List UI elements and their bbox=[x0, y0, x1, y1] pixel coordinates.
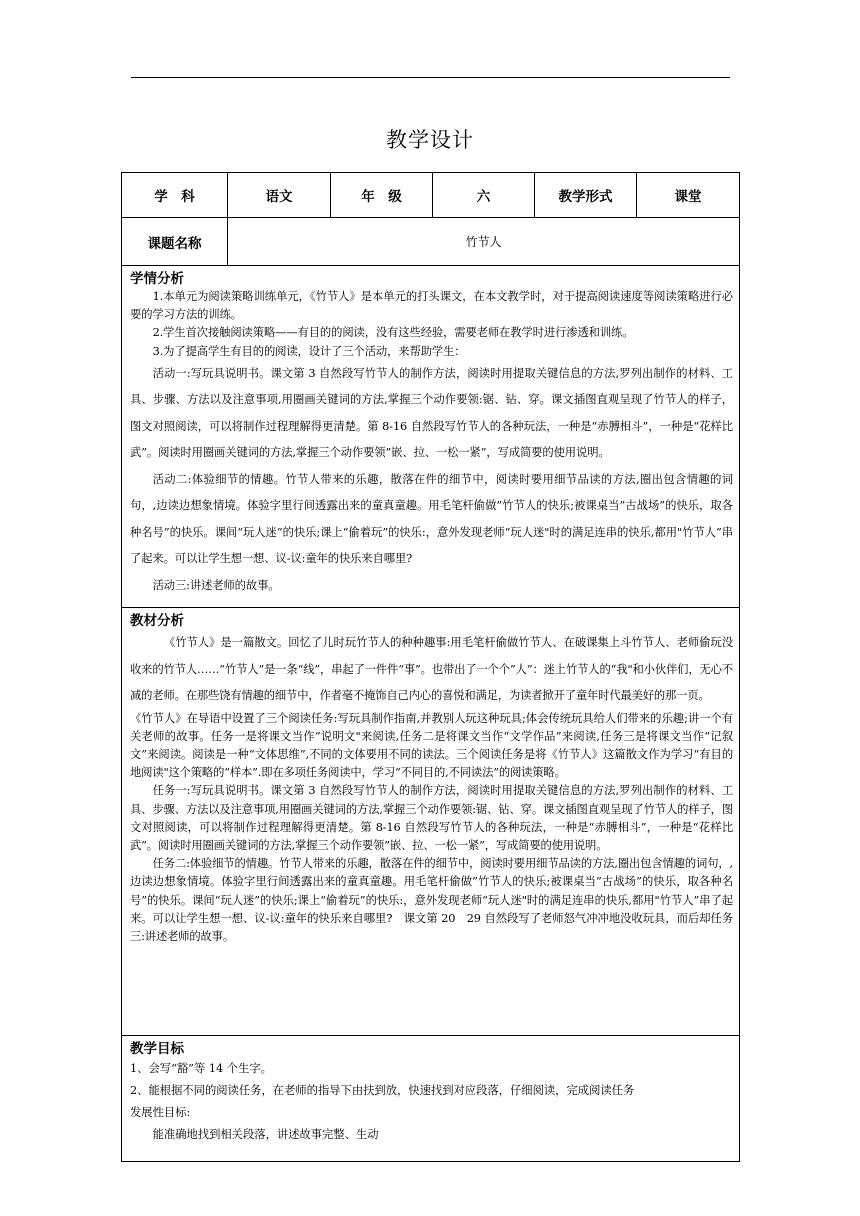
lesson-title-value: 竹节人 bbox=[228, 218, 740, 266]
teaching-goal-line: 1、会写“豁”等 14 个生字。 bbox=[130, 1062, 272, 1075]
material-analysis-intro: 《竹节人》是一篇散文。回忆了儿时玩竹节人的种种趣事:用毛笔杆偷做竹节人、在破课集上斗竹节人、老师偷玩没收来的竹节人……“竹节人”是一条“线”，串起了一件件“事”。也带出了一个个”人”：迷上竹节人的“我"和小伙伴们，无心不减的老师。在那些饶有情趣的细节中，作者毫不掩饰自己内心的喜悦和满足，为读者掀开了童年时代最美好的那一页。 bbox=[130, 636, 733, 702]
teaching-goal-line: 2、能根据不同的阅读任务，在老师的指导下由扶到放，快速找到对应段落，仔细阅读，完成阅读任务 bbox=[130, 1084, 635, 1097]
learner-analysis-cell bbox=[122, 266, 740, 608]
grade-label: 年 级 bbox=[331, 173, 433, 218]
lesson-plan-table bbox=[121, 172, 740, 1162]
teaching-goal-line: 能准确地找到相关段落，讲述故事完整、生动 bbox=[152, 1128, 379, 1141]
learner-analysis-paragraph: 活动三:讲述老师的故事。 bbox=[152, 578, 280, 592]
learner-analysis-heading: 学情分析 bbox=[130, 271, 184, 287]
document-title: 教学设计 bbox=[386, 128, 474, 152]
material-analysis-paragraph: 任务二:体验细节的情趣。竹节人带来的乐趣，散落在件的细节中，阅读时要用细节品读的方法,圈出包含情趣的词句，,边读边想象情境。体验字里行间透露出来的童真童趣。用毛笔杆偷做”竹节人的快乐;被课桌当”古战场”的快乐，取各种名号”的快乐。课间“玩人迷”的快乐;课上“偷着玩”的快乐:，意外发现老师“玩人迷"时的满足连串的快乐,都用"竹节人”串了起来。可以让学生想一想、议-议:童年的快乐来自哪里? 课文第 20 29 自然段写了老师怒气冲冲地没收玩具，而后却任务三:讲述老师的故事。 bbox=[130, 857, 733, 943]
form-label: 教学形式 bbox=[535, 173, 637, 218]
learner-analysis-paragraph: 活动二:体验细节的情趣。竹节人带来的乐趣，散落在件的细节中，阅读时要用细节品读的方法,圈出包含情趣的词句，,边读边想象情境。体验字里行间透露出来的童真童趣。用毛笔杆偷做”竹节人的快乐;被课桌当”古战场”的快乐，取各种名号”的快乐。课间“玩人迷”的快乐;课上“偷着玩”的快乐:，意外发现老师“玩人迷"时的满足连串的快乐,都用"竹节人”串了起来。可以让学生想一想、议-议:童年的快乐来自哪里? bbox=[130, 472, 733, 566]
material-analysis-paragraph: 《竹节人》在导语中设置了三个阅读任务:写玩具制作指南,并教别人玩这种玩具;体会传统玩具给人们带来的乐趣;讲一个有关老师的故事。任务一是将课文当作“说明文"来阅读,任务二是将课文当作“文学作品”来阅读,任务三是将课文当作“记叙文”来阅读。阅读是一种“文体思维”,不同的文体要用不同的读法。三个阅读任务是将《竹节人》这篇散文作为学习“有目的地阅读"这个策略的“样本”.即在多项任务阅读中，学习“不同目的,不同读法”的阅读策略。 bbox=[130, 711, 733, 780]
header-rule bbox=[131, 77, 730, 78]
learner-analysis-paragraph: 活动一:写玩具说明书。课文第 3 自然段写竹节人的制作方法，阅读时用提取关键信息的方法,罗列出制作的材料、工具、步骤、方法以及注意事项,用圈画关键词的方法,掌握三个动作要领:锯、钻、穿。课文插图直观呈现了竹节人的样子，图文对照阅读，可以将制作过程理解得更清楚。第 8-16 自然段写竹节人的各种玩法，一种是“赤膊相斗”，一种是“花样比武”。阅读时用圈画关键词的方法,掌握三个动作要领”嵌、拉、一松一紧”，写成简要的使用说明。 bbox=[130, 366, 733, 460]
learner-analysis-row bbox=[122, 266, 740, 608]
material-analysis-row bbox=[122, 608, 740, 1036]
form-value: 课堂 bbox=[637, 173, 740, 218]
learner-analysis-paragraph: 3.为了提高学生有目的的阅读，设计了三个活动，来帮助学生： bbox=[152, 344, 466, 358]
material-analysis-heading: 教材分析 bbox=[130, 613, 184, 629]
material-analysis-paragraph: 任务一:写玩具说明书。课文第 3 自然段写竹节人的制作方法，阅读时用提取关键信息的方法,罗列出制作的材料、工具、步骤、方法以及注意事项,用圈画关键词的方法,掌握三个动作要领:锯、钻、穿。课文插图直观呈现了竹节人的样子，图文对照阅读，可以将制作过程理解得更清楚。第 8-16 自然段写竹节人的各种玩法，一种是“赤膊相斗”，一种是“花样比武”。阅读时用圈画关键词的方法,掌握三个动作要领”嵌、拉、一松一紧”，写成简要的使用说明。 bbox=[130, 784, 733, 852]
teaching-goals-heading: 教学目标 bbox=[130, 1041, 184, 1057]
lesson-title-label: 课题名称 bbox=[122, 218, 228, 266]
teaching-goals-cell bbox=[122, 1036, 740, 1162]
material-analysis-cell bbox=[122, 608, 740, 1036]
subject-label: 学 科 bbox=[122, 173, 228, 218]
learner-analysis-paragraph: 1.本单元为阅读策略训练单元，《竹节人》是本单元的打头课文，在本文教学时，对于提高阅读速度等阅读策略进行必要的学习方法的训练。 bbox=[130, 290, 733, 322]
info-row bbox=[122, 173, 740, 218]
subject-value: 语文 bbox=[228, 173, 331, 218]
teaching-goal-line: 发展性目标: bbox=[130, 1106, 191, 1119]
teaching-goals-row bbox=[122, 1036, 740, 1162]
learner-analysis-paragraph: 2.学生首次接触阅读策略——有目的的阅读，没有这些经验，需要老师在教学时进行渗透和训练。 bbox=[152, 326, 634, 340]
lesson-row bbox=[122, 218, 740, 266]
grade-value: 六 bbox=[433, 173, 535, 218]
